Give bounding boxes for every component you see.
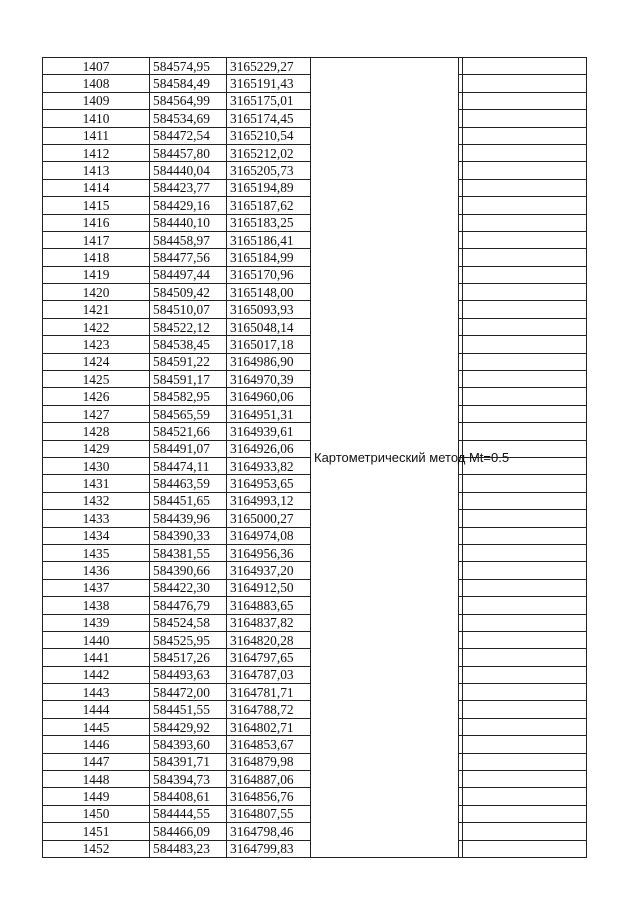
y-coordinate-cell: 3164883,65 <box>227 597 311 614</box>
y-coordinate-cell: 3164926,06 <box>227 440 311 457</box>
point-number-cell: 1413 <box>43 162 150 179</box>
x-coordinate-cell: 584422,30 <box>150 579 227 596</box>
x-coordinate-cell: 584472,54 <box>150 127 227 144</box>
point-number-cell: 1409 <box>43 92 150 109</box>
x-coordinate-cell: 584491,07 <box>150 440 227 457</box>
empty-cell <box>463 162 587 179</box>
empty-cell <box>463 631 587 648</box>
y-coordinate-cell: 3164887,06 <box>227 771 311 788</box>
x-coordinate-cell: 584390,33 <box>150 527 227 544</box>
x-coordinate-cell: 584582,95 <box>150 388 227 405</box>
empty-cell <box>463 405 587 422</box>
point-number-cell: 1424 <box>43 353 150 370</box>
empty-cell <box>463 805 587 822</box>
point-number-cell: 1419 <box>43 266 150 283</box>
empty-cell <box>463 197 587 214</box>
x-coordinate-cell: 584493,63 <box>150 666 227 683</box>
point-number-cell: 1425 <box>43 371 150 388</box>
x-coordinate-cell: 584591,17 <box>150 371 227 388</box>
y-coordinate-cell: 3164993,12 <box>227 492 311 509</box>
x-coordinate-cell: 584444,55 <box>150 805 227 822</box>
empty-cell <box>463 284 587 301</box>
x-coordinate-cell: 584439,96 <box>150 510 227 527</box>
empty-cell <box>463 92 587 109</box>
point-number-cell: 1447 <box>43 753 150 770</box>
x-coordinate-cell: 584466,09 <box>150 823 227 840</box>
y-coordinate-cell: 3165212,02 <box>227 144 311 161</box>
y-coordinate-cell: 3164953,65 <box>227 475 311 492</box>
coordinates-table-body <box>43 58 587 858</box>
y-coordinate-cell: 3165210,54 <box>227 127 311 144</box>
point-number-cell: 1440 <box>43 631 150 648</box>
coordinates-table <box>42 57 587 858</box>
point-number-cell: 1439 <box>43 614 150 631</box>
y-coordinate-cell: 3164798,46 <box>227 823 311 840</box>
empty-cell <box>463 179 587 196</box>
x-coordinate-cell: 584463,59 <box>150 475 227 492</box>
empty-cell <box>463 684 587 701</box>
point-number-cell: 1431 <box>43 475 150 492</box>
empty-cell <box>463 214 587 231</box>
x-coordinate-cell: 584423,77 <box>150 179 227 196</box>
x-coordinate-cell: 584476,79 <box>150 597 227 614</box>
empty-cell <box>463 423 587 440</box>
point-number-cell: 1410 <box>43 110 150 127</box>
x-coordinate-cell: 584429,16 <box>150 197 227 214</box>
point-number-cell: 1426 <box>43 388 150 405</box>
x-coordinate-cell: 584522,12 <box>150 318 227 335</box>
y-coordinate-cell: 3164799,83 <box>227 840 311 857</box>
empty-cell <box>463 771 587 788</box>
empty-cell <box>463 510 587 527</box>
y-coordinate-cell: 3164853,67 <box>227 736 311 753</box>
empty-cell <box>463 301 587 318</box>
x-coordinate-cell: 584381,55 <box>150 544 227 561</box>
y-coordinate-cell: 3164912,50 <box>227 579 311 596</box>
empty-cell <box>463 597 587 614</box>
y-coordinate-cell: 3164781,71 <box>227 684 311 701</box>
x-coordinate-cell: 584408,61 <box>150 788 227 805</box>
point-number-cell: 1437 <box>43 579 150 596</box>
empty-cell <box>463 649 587 666</box>
x-coordinate-cell: 584477,56 <box>150 249 227 266</box>
empty-cell <box>463 562 587 579</box>
y-coordinate-cell: 3165170,96 <box>227 266 311 283</box>
point-number-cell: 1423 <box>43 336 150 353</box>
empty-cell <box>463 718 587 735</box>
empty-cell <box>463 614 587 631</box>
x-coordinate-cell: 584451,55 <box>150 701 227 718</box>
point-number-cell: 1432 <box>43 492 150 509</box>
x-coordinate-cell: 584483,23 <box>150 840 227 857</box>
x-coordinate-cell: 584451,65 <box>150 492 227 509</box>
x-coordinate-cell: 584574,95 <box>150 58 227 75</box>
empty-cell <box>463 336 587 353</box>
empty-cell <box>463 353 587 370</box>
empty-cell <box>463 840 587 857</box>
point-number-cell: 1414 <box>43 179 150 196</box>
y-coordinate-cell: 3165205,73 <box>227 162 311 179</box>
empty-cell <box>463 318 587 335</box>
point-number-cell: 1446 <box>43 736 150 753</box>
y-coordinate-cell: 3164939,61 <box>227 423 311 440</box>
y-coordinate-cell: 3164787,03 <box>227 666 311 683</box>
empty-cell <box>463 58 587 75</box>
point-number-cell: 1434 <box>43 527 150 544</box>
x-coordinate-cell: 584584,49 <box>150 75 227 92</box>
x-coordinate-cell: 584440,10 <box>150 214 227 231</box>
empty-cell <box>463 127 587 144</box>
x-coordinate-cell: 584440,04 <box>150 162 227 179</box>
method-note-cell: Картометрический метод Mt=0.5 <box>311 58 459 858</box>
x-coordinate-cell: 584524,58 <box>150 614 227 631</box>
point-number-cell: 1428 <box>43 423 150 440</box>
x-coordinate-cell: 584457,80 <box>150 144 227 161</box>
point-number-cell: 1448 <box>43 771 150 788</box>
point-number-cell: 1407 <box>43 58 150 75</box>
y-coordinate-cell: 3164937,20 <box>227 562 311 579</box>
y-coordinate-cell: 3165229,27 <box>227 58 311 75</box>
y-coordinate-cell: 3165184,99 <box>227 249 311 266</box>
x-coordinate-cell: 584538,45 <box>150 336 227 353</box>
point-number-cell: 1438 <box>43 597 150 614</box>
point-number-cell: 1452 <box>43 840 150 857</box>
y-coordinate-cell: 3164974,08 <box>227 527 311 544</box>
y-coordinate-cell: 3164951,31 <box>227 405 311 422</box>
empty-cell <box>463 388 587 405</box>
point-number-cell: 1429 <box>43 440 150 457</box>
y-coordinate-cell: 3164837,82 <box>227 614 311 631</box>
empty-cell <box>463 144 587 161</box>
empty-cell <box>463 823 587 840</box>
y-coordinate-cell: 3165000,27 <box>227 510 311 527</box>
x-coordinate-cell: 584591,22 <box>150 353 227 370</box>
point-number-cell: 1445 <box>43 718 150 735</box>
y-coordinate-cell: 3165191,43 <box>227 75 311 92</box>
x-coordinate-cell: 584509,42 <box>150 284 227 301</box>
empty-cell <box>463 579 587 596</box>
x-coordinate-cell: 584564,99 <box>150 92 227 109</box>
point-number-cell: 1435 <box>43 544 150 561</box>
y-coordinate-cell: 3165093,93 <box>227 301 311 318</box>
x-coordinate-cell: 584534,69 <box>150 110 227 127</box>
empty-cell <box>463 788 587 805</box>
y-coordinate-cell: 3164820,28 <box>227 631 311 648</box>
y-coordinate-cell: 3164807,55 <box>227 805 311 822</box>
point-number-cell: 1422 <box>43 318 150 335</box>
y-coordinate-cell: 3164802,71 <box>227 718 311 735</box>
y-coordinate-cell: 3165186,41 <box>227 231 311 248</box>
point-number-cell: 1436 <box>43 562 150 579</box>
y-coordinate-cell: 3165017,18 <box>227 336 311 353</box>
x-coordinate-cell: 584472,00 <box>150 684 227 701</box>
point-number-cell: 1444 <box>43 701 150 718</box>
y-coordinate-cell: 3165183,25 <box>227 214 311 231</box>
y-coordinate-cell: 3164960,06 <box>227 388 311 405</box>
y-coordinate-cell: 3164956,36 <box>227 544 311 561</box>
point-number-cell: 1442 <box>43 666 150 683</box>
x-coordinate-cell: 584525,95 <box>150 631 227 648</box>
point-number-cell: 1430 <box>43 457 150 474</box>
x-coordinate-cell: 584391,71 <box>150 753 227 770</box>
point-number-cell: 1411 <box>43 127 150 144</box>
x-coordinate-cell: 584390,66 <box>150 562 227 579</box>
x-coordinate-cell: 584517,26 <box>150 649 227 666</box>
y-coordinate-cell: 3165194,89 <box>227 179 311 196</box>
empty-cell <box>463 249 587 266</box>
x-coordinate-cell: 584429,92 <box>150 718 227 735</box>
empty-cell <box>463 75 587 92</box>
point-number-cell: 1450 <box>43 805 150 822</box>
y-coordinate-cell: 3164788,72 <box>227 701 311 718</box>
point-number-cell: 1451 <box>43 823 150 840</box>
x-coordinate-cell: 584521,66 <box>150 423 227 440</box>
x-coordinate-cell: 584565,59 <box>150 405 227 422</box>
y-coordinate-cell: 3164970,39 <box>227 371 311 388</box>
x-coordinate-cell: 584474,11 <box>150 457 227 474</box>
y-coordinate-cell: 3165048,14 <box>227 318 311 335</box>
point-number-cell: 1427 <box>43 405 150 422</box>
x-coordinate-cell: 584510,07 <box>150 301 227 318</box>
empty-cell <box>463 701 587 718</box>
point-number-cell: 1418 <box>43 249 150 266</box>
x-coordinate-cell: 584394,73 <box>150 771 227 788</box>
y-coordinate-cell: 3164879,98 <box>227 753 311 770</box>
empty-cell <box>463 492 587 509</box>
empty-cell <box>463 231 587 248</box>
empty-cell <box>463 544 587 561</box>
table-row <box>43 58 587 75</box>
y-coordinate-cell: 3165148,00 <box>227 284 311 301</box>
point-number-cell: 1415 <box>43 197 150 214</box>
y-coordinate-cell: 3165187,62 <box>227 197 311 214</box>
empty-cell <box>463 666 587 683</box>
y-coordinate-cell: 3165175,01 <box>227 92 311 109</box>
point-number-cell: 1441 <box>43 649 150 666</box>
empty-cell <box>463 475 587 492</box>
point-number-cell: 1421 <box>43 301 150 318</box>
point-number-cell: 1416 <box>43 214 150 231</box>
y-coordinate-cell: 3164986,90 <box>227 353 311 370</box>
empty-cell <box>463 266 587 283</box>
point-number-cell: 1408 <box>43 75 150 92</box>
x-coordinate-cell: 584497,44 <box>150 266 227 283</box>
x-coordinate-cell: 584393,60 <box>150 736 227 753</box>
empty-cell <box>463 110 587 127</box>
point-number-cell: 1417 <box>43 231 150 248</box>
y-coordinate-cell: 3164856,76 <box>227 788 311 805</box>
point-number-cell: 1433 <box>43 510 150 527</box>
empty-cell <box>463 736 587 753</box>
point-number-cell: 1420 <box>43 284 150 301</box>
y-coordinate-cell: 3165174,45 <box>227 110 311 127</box>
y-coordinate-cell: 3164933,82 <box>227 457 311 474</box>
x-coordinate-cell: 584458,97 <box>150 231 227 248</box>
point-number-cell: 1449 <box>43 788 150 805</box>
y-coordinate-cell: 3164797,65 <box>227 649 311 666</box>
point-number-cell: 1443 <box>43 684 150 701</box>
point-number-cell: 1412 <box>43 144 150 161</box>
empty-cell <box>463 371 587 388</box>
empty-cell <box>463 753 587 770</box>
empty-cell <box>463 527 587 544</box>
